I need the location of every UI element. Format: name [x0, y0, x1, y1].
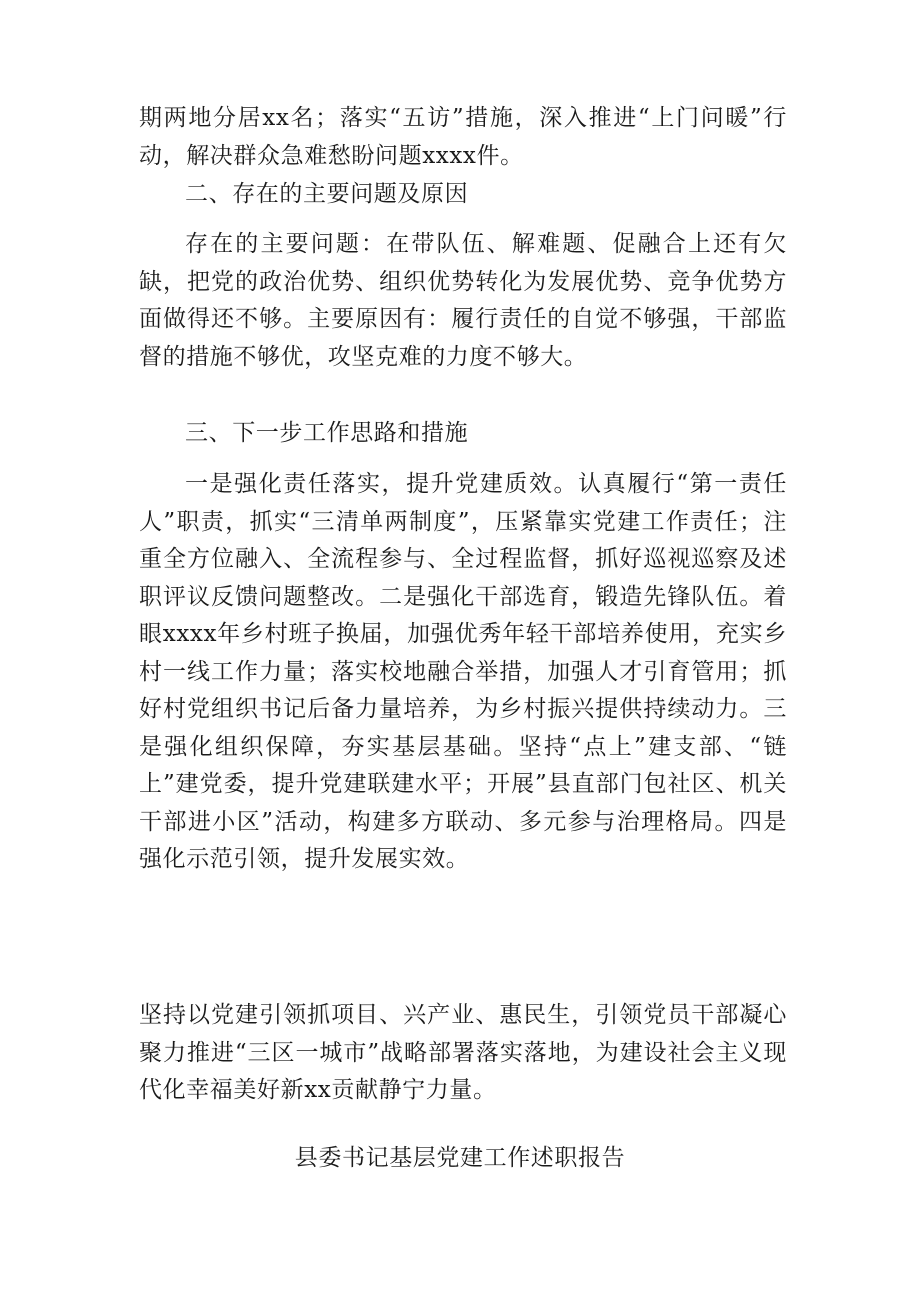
paragraph-measures: 一是强化责任落实，提升党建质效。认真履行“第一责任人”职责，抓实“三清单两制度”，压紧靠实党建工作责任；注重全方位融入、全流程参与、全过程监督，抓好巡视巡察及述职评议反馈问题整改。二是强化干部选育，锻造先锋队伍。着眼xxxx年乡村班子换届，加强优秀年轻干部培养使用，充实乡村一线工作力量；落实校地融合举措，加强人才引育管用；抓好村党组织书记后备力量培养，为乡村振兴提供持续动力。三是强化组织保障，夯实基层基础。坚持“点上”建支部、“链上”建党委，提升党建联建水平；开展”县直部门包社区、机关干部进小区”活动，构建多方联动、多元参与治理格局。四是强化示范引领，提升发展实效。	[139, 471, 787, 872]
report-title: 县委书记基层党建工作述职报告	[294, 1145, 626, 1171]
paragraph-problems: 存在的主要问题：在带队伍、解难题、促融合上还有欠缺，把党的政治优势、组织优势转化为发展优势、竞争优势方面做得还不够。主要原因有：履行责任的自觉不够强，干部监督的措施不够优，攻坚克难的力度不够大。	[139, 231, 787, 370]
section-heading-measures: 三、下一步工作思路和措施	[185, 420, 469, 446]
paragraph-closing: 坚持以党建引领抓项目、兴产业、惠民生，引领党员干部凝心聚力推进“三区一城市”战略部署落实落地，为建设社会主义现代化幸福美好新xx贡献静宁力量。	[139, 1002, 787, 1103]
section-heading-problems: 二、存在的主要问题及原因	[185, 181, 469, 207]
paragraph-continued: 期两地分居xx名；落实“五访”措施，深入推进“上门问暖”行动，解决群众急难愁盼问题xxxx件。	[139, 105, 787, 169]
